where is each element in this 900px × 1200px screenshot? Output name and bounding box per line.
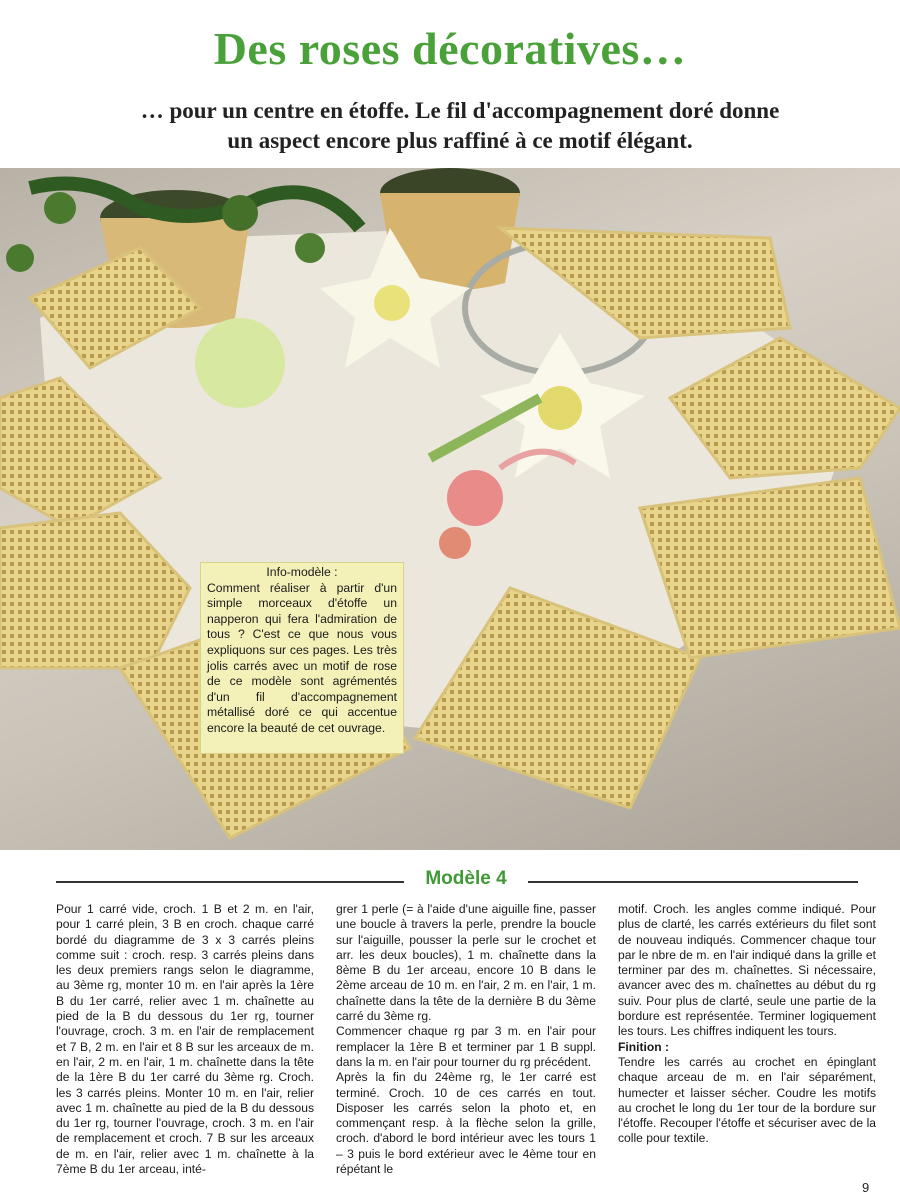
paragraph: Après la fin du 24ème rg, le 1er carré est terminé. Croch. 10 de ces carrés en tout. Disposer les carrés selon la photo et, en commençant resp. à la flèche selon la grille, croch. d'abord le bord intérieur avec les tours 1 – 3 puis le bord extérieur avec le 4ème tour en répétant le	[336, 1070, 596, 1177]
green-ball	[195, 318, 285, 408]
subtitle-line-2: un aspect encore plus raffiné à ce motif élégant.	[227, 128, 693, 153]
instructions-column-3	[618, 902, 876, 1147]
paragraph: grer 1 perle (= à l'aide d'une aiguille fine, passer une boucle à travers la perle, prendre la boucle sur l'aiguille, pousser la perle sur le crochet et arr. les deux boucles), 1 m. chaînette dans la 8ème B du 1er arceau, encore 10 B dans le 2ème arceau de 10 m. en l'air, 2 m. en l'air, 1 m. chaînette dans la tête de la dernière B du 3ème carré du 3ème rg.	[336, 902, 596, 1024]
model-heading	[0, 868, 900, 894]
page-title: Des roses décoratives…	[213, 23, 687, 74]
paragraph: Commencer chaque rg par 3 m. en l'air pour remplacer la 1ère B et terminer par 1 B suppl. dans la m. en l'air pour tourner du rg précédent.	[336, 1024, 596, 1069]
finition-heading: Finition :	[618, 1039, 670, 1054]
page-number: 9	[862, 1180, 870, 1195]
model-label: Modèle 4	[425, 868, 507, 889]
paragraph: Tendre les carrés au crochet en épinglant chaque arceau de m. en l'air séparément, humecter et laisser sécher. Coudre les motifs au crochet le long du 1er tour de la bordure sur l'étoffe. Recouper l'étoffe et sécuriser avec de la colle pour textile.	[618, 1054, 876, 1146]
instructions-column-2	[336, 902, 596, 1177]
doily-illustration	[0, 168, 900, 850]
subtitle-line-1: … pour un centre en étoffe. Le fil d'accompagnement doré donne	[140, 98, 780, 123]
heading-rule-left	[56, 881, 404, 883]
instructions-column-1	[56, 902, 314, 1177]
info-box	[200, 562, 404, 754]
page-subtitle	[60, 96, 860, 156]
info-box-title: Info-modèle :	[266, 565, 338, 579]
info-box-body: Comment réaliser à partir d'un simple morceaux d'étoffe un napperon qui fera l'admiration de tous ? C'est ce que nous vous expliquons sur ces pages. Les très jolis carrés avec un motif de rose de ce modèle sont agrémentés d'un fil d'accompagnement métallisé doré ce qui accentue encore la beauté de cet ouvrage.	[207, 580, 397, 735]
paragraph: motif. Croch. les angles comme indiqué. Pour plus de clarté, les carrés extérieurs du filet sont de nouveau indiqués. Commencer chaque tour par le nbre de m. en l'air indiqué dans la grille et terminer par des m. chaînettes. Si nécessaire, avancer avec des m. chaînettes au début du rg suiv. Pour plus de clarté, seule une partie de la bordure est représentée. Terminer logiquement les tours. Les chiffres indiquent les tours.	[618, 902, 876, 1039]
paragraph: Pour 1 carré vide, croch. 1 B et 2 m. en l'air, pour 1 carré plein, 3 B en croch. chaque carré bordé du diagramme de 3 x 3 carrés pleins comme suit : croch. resp. 3 carrés pleins dans les deux premiers rangs selon le diagramme, au 3ème rg, monter 10 m. en l'air après la 1ère B du 1er carré, relier avec 1 m. chaînette au pied de la B du dessous du 1er rg, tourner l'ouvrage, croch. 3 m. en l'air de remplacement et 7 B, 2 m. en l'air et 8 B sur les arceaux de m. en l'air, 2 m. en l'air, 1 m. chaînette dans la tête de la 1ère B du 1er carré du 3ème rg. Croch. les 3 carrés pleins. Monter 10 m. en l'air, relier avec 1 m. chaînette au pied de la B du dessous du 1er rg, tourner l'ouvrage, croch. 3 m. en l'air de remplacement et croch. 7 B sur les arceaux de m. en l'air, relier avec 1 m. chaînette à la 7ème B du 1er arceau, inté-	[56, 902, 314, 1177]
heading-rule-right	[528, 881, 858, 883]
doily-photo	[0, 168, 900, 850]
